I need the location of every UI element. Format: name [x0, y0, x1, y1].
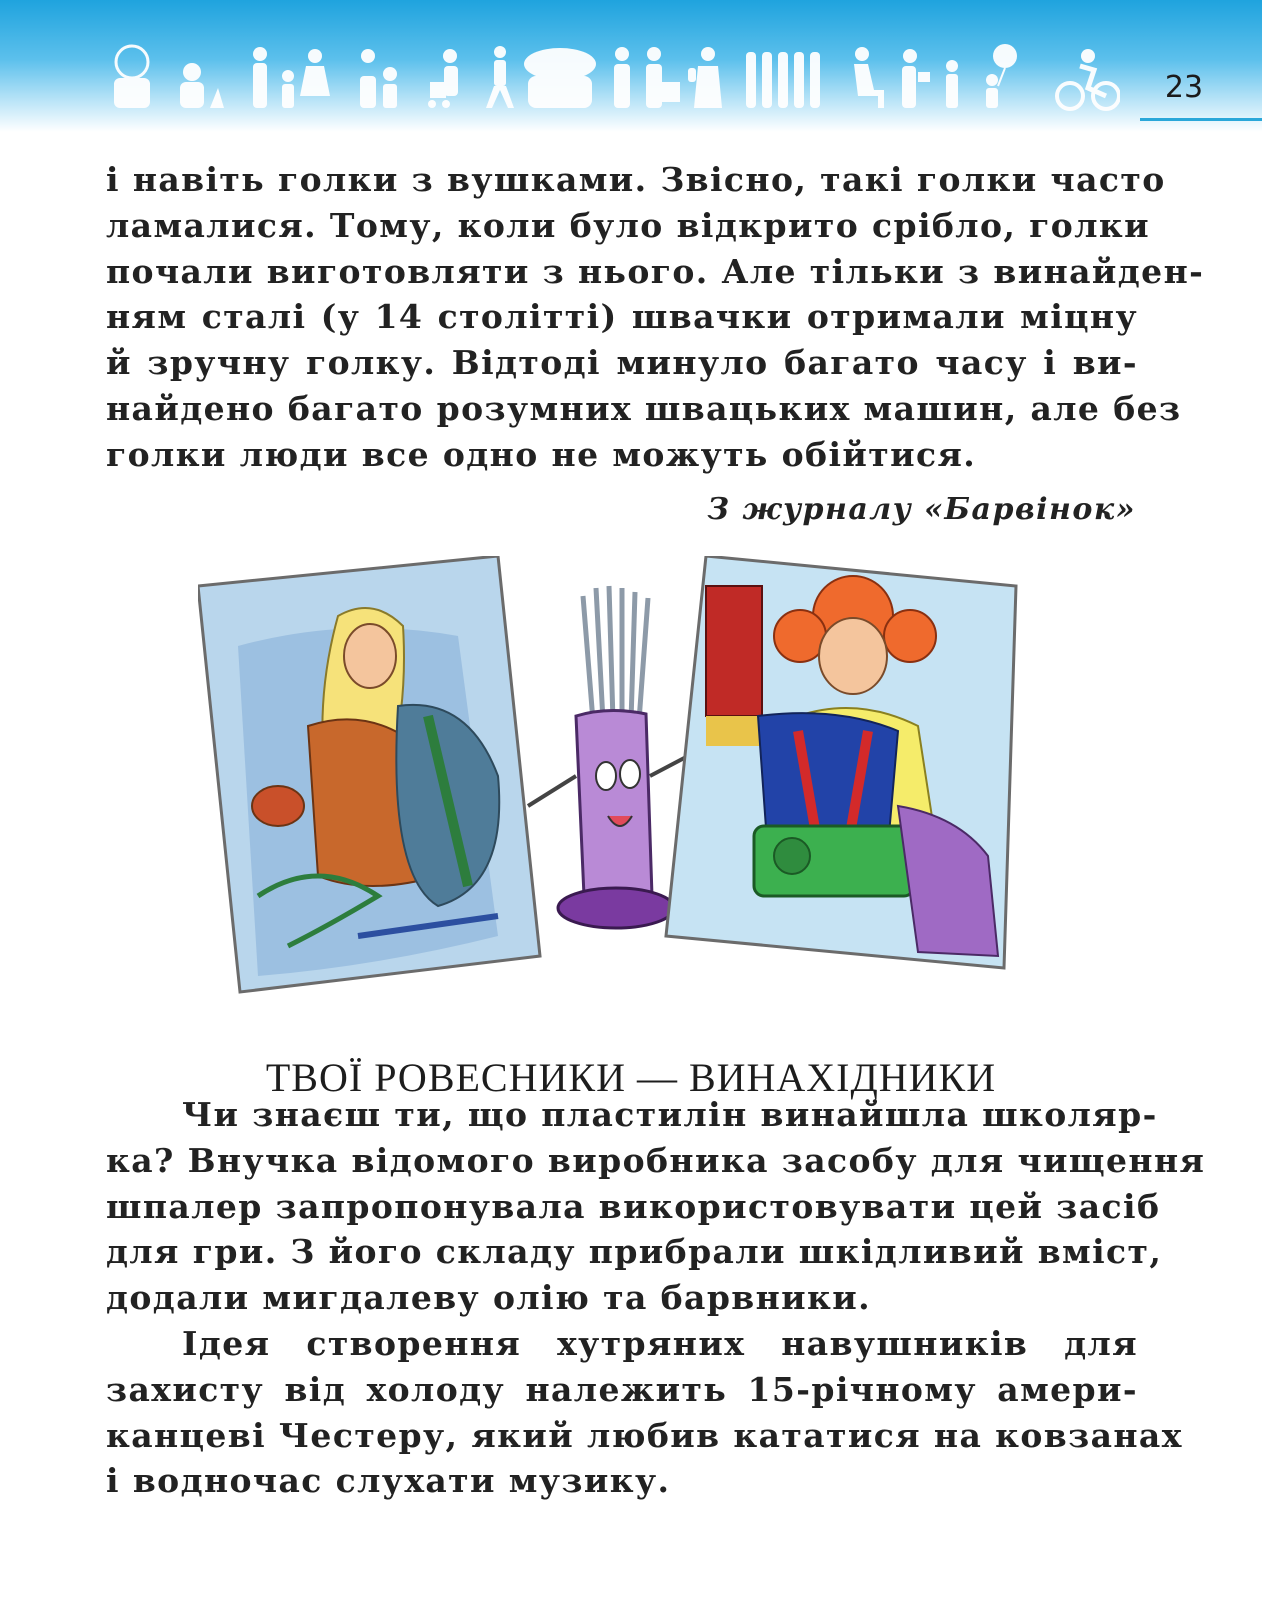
child-walking-icon: [486, 46, 514, 108]
article-line: почали виготовляти з нього. Але тільки з винайден-: [106, 251, 1205, 291]
globe-people-icon: [114, 46, 150, 108]
family-icon: [253, 47, 330, 108]
paragraph-line: Ідея створення хутряних навушників для: [182, 1324, 1138, 1363]
sun-child-icon: [360, 49, 397, 108]
pictogram-icons: [110, 42, 1120, 114]
page-number-rule: [1140, 118, 1262, 121]
chair-icon: [854, 47, 884, 108]
article-line: й зручну голку. Відтоді минуло багато часу і ви-: [106, 343, 1138, 383]
article-line: ням сталі (у 14 столітті) швачки отримали міцну: [106, 297, 1138, 337]
paragraph-line: захисту від холоду належить 15-річному амери-: [106, 1369, 1138, 1409]
sewing-illustration: [198, 556, 1058, 996]
group-row-icon: [746, 52, 820, 108]
child-balloon-icon: [986, 44, 1017, 108]
giving-icon: [902, 49, 958, 108]
paragraph-line: і водночас слухати музику.: [106, 1461, 671, 1501]
stroller-icon: [428, 49, 458, 108]
paragraph-line: Чи знаєш ти, що пластилін винайшла школяр-: [182, 1095, 1158, 1134]
paragraph-line: для гри. З його складу прибрали шкідливий вміст,: [106, 1232, 1163, 1272]
article-line: і навіть голки з вушками. Звісно, такі голки часто: [106, 160, 1166, 199]
cave-girl-sewing-picture: [198, 556, 540, 992]
paragraph-line: ка? Внучка відомого виробника засобу для чищення: [106, 1140, 1206, 1180]
article-line: найдено багато розумних швацьких машин, але без: [106, 388, 1182, 428]
pictogram-strip: [110, 42, 1120, 114]
illustration: [198, 556, 1058, 996]
cyclist-icon: [1057, 49, 1119, 109]
section-title: ТВОЇ РОВЕСНИКИ — ВИНАХІДНИКИ: [265, 1055, 997, 1100]
needle-holder-character: [528, 586, 688, 928]
article-text: [106, 157, 1205, 478]
person-holding-icon: [688, 47, 722, 108]
paragraph-line: канцеві Честеру, який любив кататися на ковзанах: [106, 1415, 1183, 1455]
crowd-icon: [524, 48, 596, 108]
gardening-icon: [180, 63, 224, 108]
article-line: ламалися. Тому, коли було відкрито срібло, голки: [106, 205, 1150, 245]
article-line: голки люди все одно не можуть обійтися.: [106, 434, 977, 474]
page-number: 23: [1164, 70, 1204, 105]
section-paragraph-2: [106, 1321, 1183, 1504]
section-paragraph-1: [106, 1092, 1206, 1321]
page-header: [0, 0, 1262, 132]
handshake-icon: [614, 47, 680, 108]
paragraph-line: додали мигдалеву олію та барвники.: [106, 1278, 872, 1318]
paragraph-line: шпалер запропонувала використовувати цей засіб: [106, 1186, 1161, 1226]
article-source: З журналу «Барвінок»: [707, 492, 1136, 527]
modern-girl-sewing-machine-picture: [666, 556, 1016, 968]
